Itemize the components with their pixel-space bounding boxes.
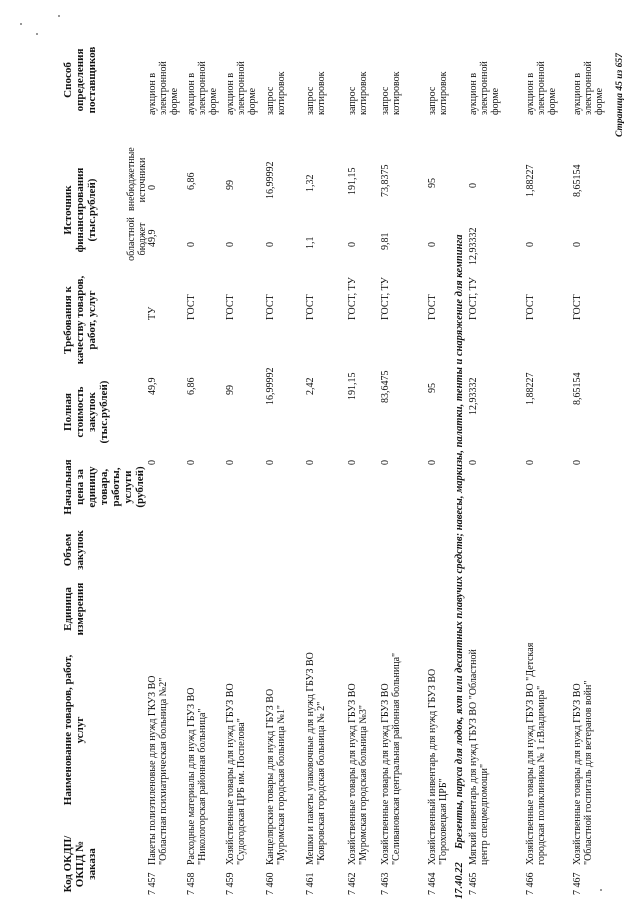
- row-method: запрос котировок: [347, 71, 369, 115]
- scan-speck: [20, 23, 22, 25]
- row-total: 2,42: [305, 377, 316, 395]
- row-requirements: ТУ: [147, 306, 158, 320]
- row-number: 7 464: [427, 872, 438, 895]
- row-number: 7 462: [347, 872, 358, 895]
- row-total: 12,93332: [468, 377, 479, 415]
- header-funding: Источник финансирования (тыс.рублей): [62, 167, 98, 253]
- row-total: 191,15: [347, 372, 358, 400]
- row-extra: 6,86: [186, 172, 197, 190]
- row-extra: 1,32: [305, 174, 316, 192]
- row-number: 7 458: [186, 872, 197, 895]
- row-regional: 0: [347, 242, 358, 247]
- row-total: 95: [427, 383, 438, 393]
- row-method: аукцион в электронной форме: [525, 61, 558, 115]
- row-price: 0: [265, 460, 276, 465]
- row-extra: 73,8375: [380, 164, 391, 197]
- row-total: 99: [225, 385, 236, 395]
- page-number: Страница 45 из 657: [615, 53, 625, 137]
- row-method: аукцион в электронной форме: [468, 61, 501, 115]
- row-regional: 0: [225, 242, 236, 247]
- row-number: 7 459: [225, 872, 236, 895]
- row-total: 1,88227: [525, 372, 536, 405]
- row-name: Хозяйственные товары для нужд ГБУЗ ВО "Селивановская центральная районная больница": [380, 652, 402, 865]
- header-code: Код ОКДП/ ОКПД № заказа: [62, 835, 98, 893]
- row-price: 0: [427, 460, 438, 465]
- row-number: 7 467: [572, 872, 583, 895]
- row-extra: 16,99992: [265, 161, 276, 199]
- scan-speck: [58, 15, 60, 17]
- row-method: аукцион в электронной форме: [225, 61, 258, 115]
- row-total: 83,6475: [380, 370, 391, 403]
- row-name: Расходные материалы для нужд ГБУЗ ВО "Никологорская районная больница": [186, 687, 208, 865]
- row-price: 0: [225, 460, 236, 465]
- row-name: Хозяйственные товары для нужд ГБУЗ ВО "Муромская городская больница №3": [347, 683, 369, 865]
- header-name: Наименование товаров, работ, услуг: [62, 654, 86, 806]
- row-method: запрос котировок: [305, 71, 327, 115]
- header-funding-extra: внебюджетные источники: [126, 147, 148, 211]
- header-method: Способ определения поставщиков: [62, 46, 98, 114]
- row-requirements: ГОСТ, ТУ: [380, 277, 391, 320]
- header-funding-regional: областной бюджет: [126, 217, 148, 261]
- row-method: запрос котировок: [265, 71, 287, 115]
- header-total: Полная стоимость закупок (тыс.рублей): [62, 380, 110, 444]
- row-number: 7 457: [147, 872, 158, 895]
- header-requirements: Требования к качеству товаров, работ, услуг: [62, 275, 98, 365]
- row-extra: 1,88227: [525, 164, 536, 197]
- row-method: аукцион в электронной форме: [147, 61, 180, 115]
- row-name: Мягкий инвентарь для нужд ГБУЗ ВО "Областной центр спецмедпомощи": [468, 649, 490, 865]
- section-code: 17.40.22: [454, 862, 465, 899]
- row-regional: 49,9: [147, 229, 158, 247]
- row-requirements: ГОСТ: [572, 294, 583, 320]
- row-total: 8,65154: [572, 372, 583, 405]
- row-price: 0: [572, 460, 583, 465]
- row-name: Пакеты полиэтиленовые для нужд ГКУЗ ВО "Областная психиатрическая больница №2": [147, 675, 169, 865]
- row-extra: 0: [468, 183, 479, 188]
- row-price: 0: [186, 460, 197, 465]
- row-regional: 0: [186, 242, 197, 247]
- row-name: Хозяйственные товары для нужд ГБУЗ ВО "Детская городская поликлиника № 1 г.Владимира": [525, 642, 547, 865]
- row-total: 49,9: [147, 377, 158, 395]
- row-name: Канцелярские товары для нужд ГБУЗ ВО "Муромская городская больница №1": [265, 688, 287, 865]
- row-extra: 95: [427, 178, 438, 188]
- row-extra: 191,15: [347, 167, 358, 195]
- header-unit: Единица измерения: [62, 582, 86, 636]
- row-requirements: ГОСТ, ТУ: [347, 277, 358, 320]
- row-number: 7 460: [265, 872, 276, 895]
- row-regional: 0: [265, 242, 276, 247]
- row-method: запрос котировок: [427, 71, 449, 115]
- row-regional: 0: [572, 242, 583, 247]
- row-total: 16,99992: [265, 367, 276, 405]
- row-number: 7 461: [305, 872, 316, 895]
- scan-speck: [36, 33, 38, 35]
- row-extra: 0: [147, 185, 158, 190]
- row-price: 0: [305, 460, 316, 465]
- row-regional: 0: [427, 242, 438, 247]
- header-price: Начальная цена за единицу товара, работы, услуги (рублей): [62, 459, 146, 515]
- row-requirements: ГОСТ: [427, 294, 438, 320]
- row-extra: 8,65154: [572, 164, 583, 197]
- row-price: 0: [347, 460, 358, 465]
- row-name: Хозяйственные товары для нужд ГБУЗ ВО "Судогодская ЦРБ им. Поспелова": [225, 683, 247, 865]
- header-volume: Объем закупок: [62, 530, 86, 570]
- row-regional: 12,93332: [468, 227, 479, 265]
- row-requirements: ГОСТ: [305, 294, 316, 320]
- row-regional: 9,81: [380, 232, 391, 250]
- row-method: запрос котировок: [380, 71, 402, 115]
- row-number: 7 463: [380, 872, 391, 895]
- scan-speck: [600, 889, 602, 891]
- row-method: аукцион в электронной форме: [186, 61, 219, 115]
- row-price: 0: [147, 460, 158, 465]
- row-extra: 99: [225, 180, 236, 190]
- row-requirements: ГОСТ: [186, 294, 197, 320]
- row-price: 0: [380, 460, 391, 465]
- row-name: Хозяйственные товары для нужд ГБУЗ ВО "Областной госпиталь для ветеранов войн": [572, 680, 594, 865]
- row-name: Хозяйственный инвентарь для нужд ГБУЗ ВО "Гороховецкая ЦРБ": [427, 668, 449, 865]
- section-title: Брезенты, паруса для лодок, яхт или десантных плавучих средств; навесы, маркизы, палатки, тенты и снаряжение для кемпинга: [454, 234, 465, 849]
- row-requirements: ГОСТ: [525, 294, 536, 320]
- row-method: аукцион в электронной форме: [572, 61, 605, 115]
- row-regional: 1,1: [305, 236, 316, 249]
- row-requirements: ГОСТ, ТУ: [468, 277, 479, 320]
- row-price: 0: [468, 460, 479, 465]
- row-name: Мешки и пакеты упаковочные для нужд ГБУЗ ВО "Ковровская городская больница № 2": [305, 652, 327, 865]
- row-number: 7 466: [525, 872, 536, 895]
- row-requirements: ГОСТ: [265, 294, 276, 320]
- row-number: 7 465: [468, 872, 479, 895]
- row-price: 0: [525, 460, 536, 465]
- row-requirements: ГОСТ: [225, 294, 236, 320]
- row-total: 6,86: [186, 377, 197, 395]
- row-regional: 0: [525, 242, 536, 247]
